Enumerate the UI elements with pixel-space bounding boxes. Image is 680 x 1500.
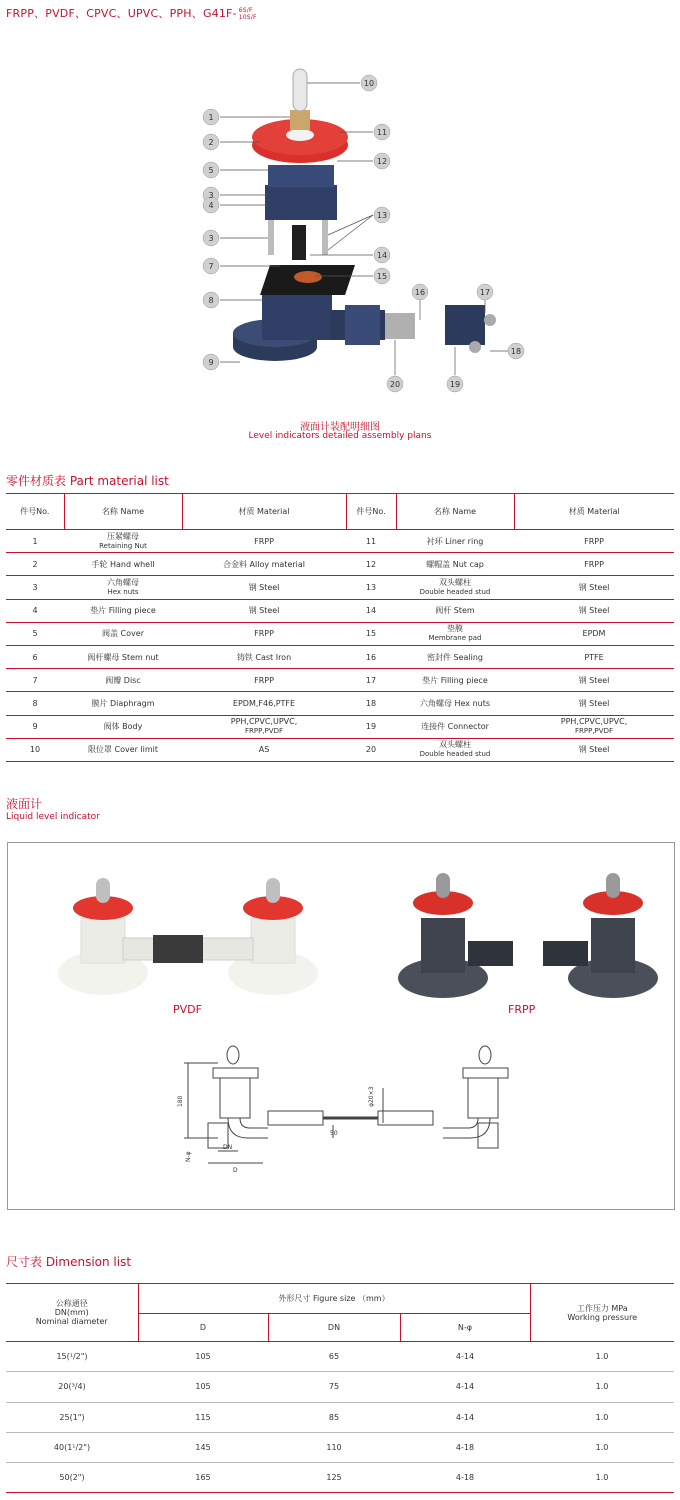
- dimension-cell-nphi: 4-18: [400, 1463, 530, 1493]
- part-no-text: 11: [365, 536, 377, 546]
- part-material: [514, 715, 674, 738]
- parts-row: [6, 622, 674, 645]
- dimension-cell-dn: 85: [268, 1402, 400, 1432]
- col-no-1: 件号No.: [6, 494, 64, 530]
- part-name: [396, 599, 514, 622]
- part-material: [182, 530, 346, 553]
- part-name: [64, 576, 182, 599]
- callout-10: 10: [363, 79, 375, 88]
- parts-row: [6, 692, 674, 715]
- dimension-cell-size: 50(2"): [6, 1463, 138, 1493]
- part-name: [396, 738, 514, 761]
- part-no-text: 10: [29, 745, 41, 755]
- part-name: [64, 692, 182, 715]
- part-name: [396, 645, 514, 668]
- part-no-text: 5: [32, 629, 38, 639]
- part-name: [64, 599, 182, 622]
- valve-body: [262, 295, 332, 340]
- part-material: [514, 576, 674, 599]
- part-material: [514, 622, 674, 645]
- dimension-cell-dn: 125: [268, 1463, 400, 1493]
- part-no-text: 16: [365, 652, 377, 662]
- part-name-text: 压紧螺母: [107, 531, 139, 541]
- part-material-text: 钢 Steel: [248, 582, 280, 592]
- part-name: [64, 715, 182, 738]
- part-no: [6, 669, 64, 692]
- dimension-cell-size: 40(1¹/2"): [6, 1432, 138, 1462]
- part-name: [396, 553, 514, 576]
- dimension-cell-dn: 65: [268, 1342, 400, 1372]
- part-name: [64, 530, 182, 553]
- frpp-product-image: [383, 863, 673, 1013]
- part-name: [64, 645, 182, 668]
- dims-section-title: 尺寸表 Dimension list: [6, 1255, 132, 1269]
- dim-phi: φ20×3: [368, 1086, 375, 1107]
- part-name-text: 阀盖 Cover: [102, 629, 144, 639]
- part-no: [346, 576, 396, 599]
- parts-row: [6, 553, 674, 576]
- part-name-text: 阀瓣 Disc: [105, 675, 141, 685]
- part-name-text: 阀杆螺母 Stem nut: [87, 652, 159, 662]
- dimension-row: [6, 1372, 674, 1402]
- part-material-text: 钢 Steel: [578, 582, 610, 592]
- dimension-cell-p: 1.0: [530, 1372, 674, 1402]
- technical-drawing: [178, 1043, 538, 1183]
- nominal-unit: DN(mm): [54, 1308, 89, 1317]
- dim-d: D: [233, 1167, 238, 1174]
- part-name-text: 螺帽盖 Nut cap: [426, 559, 484, 569]
- part-name-text: 垫片 Filling piece: [422, 675, 488, 685]
- part-material: [182, 669, 346, 692]
- dimension-cell-dn: 75: [268, 1372, 400, 1402]
- dim-180: 180: [177, 1095, 184, 1107]
- part-no: [346, 622, 396, 645]
- part-no: [346, 692, 396, 715]
- parts-table: [6, 493, 674, 762]
- dimension-row: [6, 1342, 674, 1372]
- part-no-text: 12: [365, 559, 377, 569]
- part-material: [514, 645, 674, 668]
- part-name-text: Retaining Nut: [99, 541, 147, 550]
- dimension-cell-nphi: 4-14: [400, 1342, 530, 1372]
- dimension-cell-nphi: 4-18: [400, 1432, 530, 1462]
- part-name: [396, 622, 514, 645]
- part-name-text: 连接件 Connector: [421, 722, 489, 732]
- dim-50: 50: [330, 1130, 338, 1137]
- part-name-text: 垫膜: [447, 624, 463, 634]
- col-name-2: 名称 Name: [396, 494, 514, 530]
- dimension-row: [6, 1402, 674, 1432]
- part-material: [182, 599, 346, 622]
- part-name-text: 双头螺柱: [439, 577, 471, 587]
- part-material: [182, 645, 346, 668]
- part-no-text: 4: [32, 606, 38, 616]
- part-no-text: 7: [32, 675, 38, 685]
- dim-dn: DN: [223, 1144, 233, 1151]
- parts-row: [6, 645, 674, 668]
- part-no-text: 13: [365, 582, 377, 592]
- part-no: [6, 622, 64, 645]
- assembly-diagram: [190, 55, 550, 405]
- part-material: [514, 692, 674, 715]
- part-name-text: 阀杆 Stem: [435, 606, 475, 616]
- pressure-en: Working pressure: [567, 1312, 638, 1322]
- part-name: [64, 669, 182, 692]
- part-material: [182, 576, 346, 599]
- col-name-1: 名称 Name: [64, 494, 182, 530]
- col-pressure: [530, 1284, 674, 1342]
- part-material-text: FRPP: [254, 536, 274, 546]
- col-nominal: [6, 1284, 138, 1342]
- callout-7: 7: [208, 262, 214, 271]
- part-name-text: 六角螺母: [107, 577, 139, 587]
- part-no-text: 14: [365, 606, 377, 616]
- part-no: [346, 669, 396, 692]
- level-section-subtitle: Liquid level indicator: [6, 812, 100, 822]
- part-no-text: 6: [32, 652, 38, 662]
- callout-15: 15: [376, 272, 388, 281]
- level-section-title: 液面计: [6, 797, 43, 811]
- dim-nphi: N-φ: [185, 1151, 192, 1162]
- dimension-table-body: [6, 1342, 674, 1493]
- parts-section-title: 零件材质表 Part material list: [6, 474, 169, 488]
- pvdf-label: PVDF: [173, 1003, 202, 1016]
- part-material-text: PPH,CPVC,UPVC,: [560, 717, 628, 727]
- part-material: [514, 669, 674, 692]
- parts-row: [6, 599, 674, 622]
- part-no: [6, 738, 64, 761]
- part-material-text: EPDM,F46,PTFE: [232, 698, 296, 708]
- part-name-text: 限位罩 Cover limit: [87, 745, 159, 755]
- nominal-en: Nominal diameter: [35, 1317, 108, 1326]
- col-no-2: 件号No.: [346, 494, 396, 530]
- part-name-text: 手轮 Hand whell: [91, 559, 155, 569]
- part-no: [346, 530, 396, 553]
- callout-18: 18: [510, 347, 522, 356]
- col-figure-size: 外形尺寸 Figure size （mm）: [138, 1284, 530, 1314]
- callout-2: 2: [208, 138, 214, 147]
- page-title-text: FRPP、PVDF、CPVC、UPVC、PPH、G41F-: [6, 7, 237, 20]
- col-material-2: 材质 Material: [514, 494, 674, 530]
- part-material-text: 铸铁 Cast Iron: [236, 652, 292, 662]
- part-no: [6, 645, 64, 668]
- part-no: [346, 599, 396, 622]
- part-no: [6, 576, 64, 599]
- part-name-text: 阀体 Body: [103, 722, 143, 732]
- part-material: [182, 553, 346, 576]
- dimension-row: [6, 1463, 674, 1493]
- callout-13: 13: [376, 211, 388, 220]
- part-material-text: FRPP,PVDF: [575, 727, 613, 736]
- pressure-cn: 工作压力 MPa: [576, 1303, 628, 1313]
- pvdf-product-image: [33, 863, 323, 1013]
- part-name-text: 垫片 Filling piece: [90, 606, 156, 616]
- part-material: [182, 692, 346, 715]
- part-name-text: Membrane pad: [428, 634, 482, 643]
- part-no: [346, 645, 396, 668]
- col-nphi: N-φ: [400, 1314, 530, 1342]
- part-material: [514, 599, 674, 622]
- part-name: [396, 669, 514, 692]
- part-material-text: 钢 Steel: [578, 675, 610, 685]
- part-name: [64, 622, 182, 645]
- part-name-text: Double headed stud: [419, 587, 491, 596]
- part-name: [396, 530, 514, 553]
- part-no: [6, 530, 64, 553]
- part-no-text: 19: [365, 722, 377, 732]
- parts-row: [6, 715, 674, 738]
- callout-5: 5: [208, 166, 214, 175]
- part-no: [6, 599, 64, 622]
- part-material: [514, 530, 674, 553]
- part-material: [514, 553, 674, 576]
- part-material: [514, 738, 674, 761]
- part-material-text: FRPP,PVDF: [245, 727, 283, 736]
- nominal-cn: 公称通径: [55, 1299, 88, 1308]
- part-name-text: 膜片 Diaphragm: [91, 698, 155, 708]
- dimension-cell-nphi: 4-14: [400, 1372, 530, 1402]
- dimension-cell-size: 20(³/4): [6, 1372, 138, 1402]
- dimension-cell-d: 145: [138, 1432, 268, 1462]
- callout-19: 19: [449, 380, 461, 389]
- dimension-cell-dn: 110: [268, 1432, 400, 1462]
- part-no-text: 17: [365, 675, 377, 685]
- part-no: [346, 715, 396, 738]
- part-name-text: 六角螺母 Hex nuts: [419, 698, 491, 708]
- part-no: [6, 692, 64, 715]
- dimension-cell-size: 15(¹/2"): [6, 1342, 138, 1372]
- part-no-text: 1: [32, 536, 38, 546]
- part-material-text: FRPP: [254, 675, 274, 685]
- callout-20: 20: [389, 380, 401, 389]
- bonnet: [265, 185, 337, 220]
- part-material-text: 钢 Steel: [578, 606, 610, 616]
- dimension-cell-p: 1.0: [530, 1432, 674, 1462]
- parts-row: [6, 738, 674, 761]
- callout-9: 9: [208, 358, 214, 367]
- part-name-text: Double headed stud: [419, 750, 491, 759]
- part-material-text: PPH,CPVC,UPVC,: [230, 717, 298, 727]
- callout-4: 4: [208, 201, 214, 210]
- part-name-text: 密封件 Sealing: [426, 652, 484, 662]
- part-no: [346, 738, 396, 761]
- callout-16: 16: [414, 288, 426, 297]
- callout-14: 14: [376, 251, 388, 260]
- assembly-caption-en: Level indicators detailed assembly plans: [248, 431, 432, 441]
- dimension-cell-d: 105: [138, 1372, 268, 1402]
- callout-11: 11: [376, 128, 388, 137]
- col-dn: DN: [268, 1314, 400, 1342]
- callout-12: 12: [376, 157, 388, 166]
- dimension-cell-p: 1.0: [530, 1342, 674, 1372]
- part-material-text: 钢 Steel: [248, 606, 280, 616]
- product-photo-panel: [7, 842, 675, 1210]
- parts-row: [6, 576, 674, 599]
- part-name: [396, 576, 514, 599]
- part-name: [396, 692, 514, 715]
- parts-table-body: [6, 530, 674, 762]
- parts-row: [6, 530, 674, 553]
- part-material: [182, 738, 346, 761]
- callout-3a: 3: [208, 191, 214, 200]
- part-name-text: 双头螺柱: [439, 740, 471, 750]
- col-material-1: 材质 Material: [182, 494, 346, 530]
- part-no-text: 18: [365, 698, 377, 708]
- dimension-cell-d: 165: [138, 1463, 268, 1493]
- dimension-table: [6, 1283, 674, 1493]
- page-title: [6, 5, 257, 21]
- part-no-text: 8: [32, 698, 38, 708]
- dimension-row: [6, 1432, 674, 1462]
- part-material-text: AS: [258, 745, 270, 755]
- assembly-caption-cn: 液面计装配明细图: [300, 422, 380, 433]
- dimension-cell-p: 1.0: [530, 1402, 674, 1432]
- callout-17: 17: [479, 288, 491, 297]
- part-material-text: PTFE: [584, 652, 604, 662]
- callout-8: 8: [208, 296, 214, 305]
- callout-1: 1: [208, 113, 214, 122]
- part-no-text: 2: [32, 559, 38, 569]
- title-suffix-bottom: 10S/F: [238, 14, 257, 21]
- part-material-text: 钢 Steel: [578, 698, 610, 708]
- dimension-cell-p: 1.0: [530, 1463, 674, 1493]
- frpp-label: FRPP: [508, 1003, 536, 1016]
- parts-row: [6, 669, 674, 692]
- part-material-text: EPDM: [582, 629, 606, 639]
- dimension-cell-nphi: 4-14: [400, 1402, 530, 1432]
- part-material-text: FRPP: [254, 629, 274, 639]
- part-material: [182, 715, 346, 738]
- col-d: D: [138, 1314, 268, 1342]
- part-material-text: FRPP: [584, 536, 604, 546]
- dimension-cell-size: 25(1"): [6, 1402, 138, 1432]
- part-no-text: 15: [365, 629, 377, 639]
- part-name: [64, 738, 182, 761]
- title-suffix-top: 6S/F: [238, 7, 253, 14]
- dimension-cell-d: 115: [138, 1402, 268, 1432]
- part-material-text: FRPP: [584, 559, 604, 569]
- part-no: [6, 553, 64, 576]
- part-no: [6, 715, 64, 738]
- part-material-text: 钢 Steel: [578, 745, 610, 755]
- part-no: [346, 553, 396, 576]
- part-name: [396, 715, 514, 738]
- part-no-text: 3: [32, 582, 38, 592]
- dimension-cell-d: 105: [138, 1342, 268, 1372]
- callout-3b: 3: [208, 234, 214, 243]
- part-material-text: 合金料 Alloy material: [222, 559, 306, 569]
- part-material: [182, 622, 346, 645]
- part-no-text: 9: [32, 722, 38, 732]
- part-name: [64, 553, 182, 576]
- part-name-text: 衬环 Liner ring: [426, 536, 484, 546]
- part-no-text: 20: [365, 745, 377, 755]
- part-name-text: Hex nuts: [107, 587, 139, 596]
- title-suffix: [239, 7, 257, 21]
